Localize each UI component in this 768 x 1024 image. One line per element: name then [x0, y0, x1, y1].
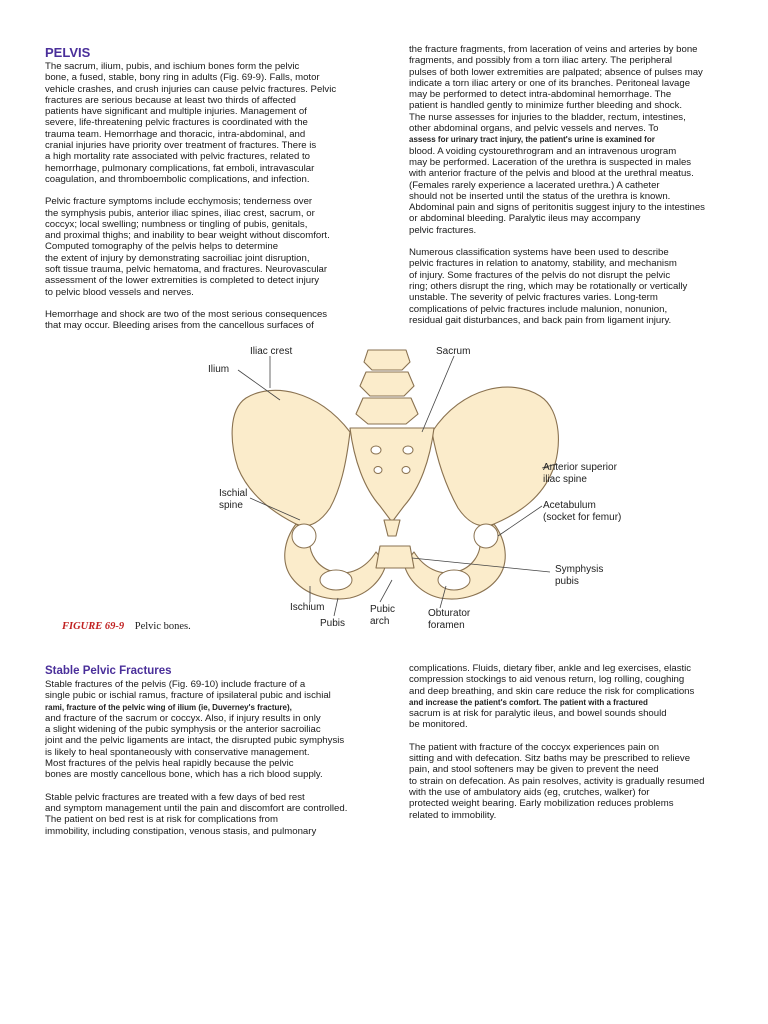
label-line: Acetabulum [543, 500, 596, 511]
text-line: and proximal thighs; and inability to bear weight without discomfort. [45, 230, 330, 242]
label-line: (socket for femur) [543, 511, 622, 523]
text-line: bones are mostly cancellous bone, which has a rich blood supply. [45, 769, 323, 781]
acetabulum-left [292, 524, 316, 548]
text-line: to strain on defecation. As pain resolves, activity is gradually resumed [409, 775, 705, 787]
text-line: rami, fracture of the pelvic wing of ilium (ie, Duverney's fracture), [45, 702, 292, 712]
text-line: joint and the pelvic ligaments are intact, the disrupted pubic symphysis [45, 735, 345, 747]
label-line: arch [370, 615, 390, 627]
text-line: assessment of the lower extremities is completed to detect injury [45, 275, 320, 287]
text-line: and symptom management until the pain and discomfort are controlled. [45, 802, 348, 814]
text-line: Stable pelvic fractures are treated with a few days of bed rest [45, 791, 305, 803]
text-line: patients have significant and multiple injuries. Management of [45, 106, 307, 118]
stable-fractures-section-left [45, 665, 390, 848]
text-line: sitting and with defecation. Sitz baths may be prescribed to relieve [409, 753, 691, 765]
label-line: Pubic [370, 604, 396, 615]
figure-caption-text: Pelvic bones. [134, 621, 191, 632]
sacral-foramen [402, 467, 410, 474]
text-line: ring; others disrupt the ring, which may be rotationally or vertically [409, 280, 688, 292]
text-line: to pelvic blood vessels and nerves. [45, 286, 194, 298]
left-ilium [232, 390, 350, 525]
text-line: pelvic fractures in relation to anatomy, stability, and mechanism [409, 258, 677, 270]
text-line: Stable fractures of the pelvis (Fig. 69-10) include fracture of a [45, 679, 306, 690]
symphysis-joint [376, 546, 414, 568]
label-line: foramen [428, 619, 465, 631]
text-line: The sacrum, ilium, pubis, and ischium bones form the pelvic [45, 61, 300, 72]
obturator-foramen-right [438, 570, 470, 590]
text-line: sacrum is at risk for paralytic ileus, and bowel sounds should [409, 708, 667, 720]
coccyx [384, 520, 400, 536]
lumbar-vertebra [364, 350, 410, 370]
text-line: the fracture fragments, from laceration of veins and arteries by bone [409, 44, 698, 55]
stable-fractures-section-right [409, 663, 729, 832]
label-acetabulum [543, 500, 621, 523]
text-line: bone, a fused, stable, bony ring in adults (Fig. 69-9). Falls, motor [45, 72, 320, 84]
text-line: fragments, and possibly from a torn iliac artery. The peripheral [409, 55, 673, 67]
paragraph [45, 196, 390, 298]
leader-line [334, 598, 338, 616]
pelvis-illustration [200, 340, 650, 640]
text-line: Computed tomography of the pelvis helps to determine [45, 241, 279, 253]
text-line: coccyx; local swelling; numbness or tingling of pubis, genitals, [45, 218, 308, 230]
paragraph [45, 309, 390, 332]
figure-number: FIGURE 69-9 [62, 621, 125, 632]
label-ischium: Ischium [290, 602, 325, 613]
text-line: Pelvic fracture symptoms include ecchymosis; tenderness over [45, 196, 313, 208]
text-line: indicate a torn iliac artery or one of its branches. Peritoneal lavage [409, 77, 691, 89]
label-line: pubis [555, 575, 579, 587]
label-anterior-superior-iliac-spine [543, 462, 617, 485]
text-line: a high mortality rate associated with pelvic fractures, related to [45, 151, 311, 163]
paragraph [45, 792, 390, 837]
label-iliac-crest: Iliac crest [250, 346, 293, 357]
text-line: with the use of ambulatory aids (eg, crutches, walker) for [409, 786, 650, 798]
text-line: patient is handled gently to minimize further bleeding and shock. [409, 100, 683, 112]
label-ilium: Ilium [208, 364, 230, 375]
label-line: spine [219, 499, 243, 511]
text-line: coagulation, and thromboembolic complications, and infection. [45, 173, 310, 185]
leader-line [380, 580, 392, 602]
text-line: Hemorrhage and shock are two of the most serious consequences [45, 308, 328, 320]
text-line: Abdominal pain and signs of peritonitis suggest injury to the intestines [409, 202, 705, 214]
text-line: the symphysis pubis, anterior iliac spines, iliac crest, sacrum, or [45, 207, 315, 219]
label-symphysis-pubis [555, 564, 603, 587]
paragraph [45, 679, 390, 781]
text-line: complications. Fluids, dietary fiber, ankle and leg exercises, elastic [409, 663, 692, 674]
text-line: compression stockings to aid venous return, log rolling, coughing [409, 674, 685, 686]
text-line: pelvic fractures. [409, 224, 477, 236]
label-ischial-spine [219, 488, 247, 511]
label-pubic-arch [370, 604, 395, 627]
text-line: other abdominal organs, and pelvic vessels and nerves. To [409, 123, 659, 135]
text-line: The patient with fracture of the coccyx experiences pain on [409, 741, 660, 753]
text-line: Numerous classification systems have been used to describe [409, 247, 669, 259]
sacral-foramen [374, 467, 382, 474]
text-line: blood. A voiding cystourethrogram and an intravenous urogram [409, 145, 677, 157]
text-line: and deep breathing, and skin care reduce the risk for complications [409, 685, 695, 697]
text-line: Most fractures of the pelvis heal rapidly because the pelvic [45, 758, 294, 770]
obturator-foramen-left [320, 570, 352, 590]
text-line: related to immobility. [409, 809, 497, 821]
text-line: or abdominal bleeding. Paralytic ileus may accompany [409, 213, 641, 225]
label-sacrum: Sacrum [436, 346, 471, 357]
lumbar-vertebra [356, 398, 418, 424]
text-line: assess for urinary tract injury, the patient's urine is examined for [409, 135, 655, 145]
text-line: pain, and stool softeners may be given to prevent the need [409, 764, 659, 776]
text-line: hemorrhage, pulmonary complications, fat emboli, intravascular [45, 162, 315, 174]
label-line: Symphysis [555, 564, 604, 575]
text-line: unstable. The severity of pelvic fractures varies. Long-term [409, 292, 658, 304]
label-line: Obturator [428, 608, 471, 619]
text-line: complications of pelvic fractures include malunion, nonunion, [409, 303, 668, 315]
text-line: a slight widening of the pubic symphysis or the anterior sacroiliac [45, 724, 321, 736]
section-heading-stable-fractures: Stable Pelvic Fractures [45, 665, 172, 677]
figure-caption [62, 621, 191, 632]
text-line: protected weight bearing. Early mobilization reduces problems [409, 798, 674, 810]
text-line: should not be inserted until the status of the urethra is known. [409, 190, 671, 202]
paragraph [409, 742, 729, 821]
paragraph [45, 61, 390, 185]
pelvic-bones-figure [200, 340, 650, 640]
text-line: The nurse assesses for injuries to the bladder, rectum, intestines, [409, 111, 686, 123]
text-line: The patient on bed rest is at risk for complications from [45, 814, 279, 826]
acetabulum-right [474, 524, 498, 548]
text-line: may be performed to detect intra-abdominal hemorrhage. The [409, 89, 672, 101]
sacrum [350, 428, 434, 522]
sacral-foramen [403, 446, 413, 454]
text-line: with anterior fracture of the pelvis and blood at the urethral meatus. [409, 168, 694, 180]
paragraph [409, 247, 729, 326]
text-line: cranial injuries have priority over treatment of fractures. There is [45, 140, 317, 152]
text-line: be monitored. [409, 719, 468, 731]
text-line: severe, life-threatening pelvic fractures is coordinated with the [45, 117, 308, 129]
label-line: iliac spine [543, 473, 587, 485]
text-line: vehicle crashes, and crush injuries can cause pelvic fractures. Pelvic [45, 83, 337, 95]
text-line: and fracture of the sacrum or coccyx. Also, if injury results in only [45, 712, 321, 724]
section-heading-pelvis: PELVIS [45, 45, 91, 60]
text-line: (Females rarely experience a lacerated urethra.) A catheter [409, 179, 660, 191]
text-line: that may occur. Bleeding arises from the cancellous surfaces of [45, 320, 314, 332]
text-line: of injury. Some fractures of the pelvis do not disrupt the pelvic [409, 269, 671, 281]
text-line: fractures are serious because at least two thirds of affected [45, 94, 296, 106]
label-line: Ischial [219, 488, 248, 499]
paragraph [409, 663, 729, 731]
text-line: pulses of both lower extremities are palpated; absence of pulses may [409, 66, 703, 78]
text-line: residual gait disturbances, and back pain from ligament injury. [409, 314, 672, 326]
text-line: is likely to heal spontaneously with conservative management. [45, 746, 310, 758]
label-line: Anterior superior [543, 462, 617, 473]
text-line: the extent of injury by demonstrating sacroiliac joint disruption, [45, 252, 310, 264]
pelvis-section-right [409, 44, 729, 337]
paragraph [409, 44, 729, 236]
pelvis-section-left [45, 46, 390, 343]
text-line: may be performed. Laceration of the urethra is suspected in males [409, 156, 692, 168]
label-obturator-foramen [428, 608, 470, 631]
text-line: soft tissue trauma, pelvic hematoma, and fractures. Neurovascular [45, 264, 328, 276]
text-line: immobility, including constipation, venous stasis, and pulmonary [45, 825, 317, 837]
text-line: and increase the patient's comfort. The patient with a fractured [409, 697, 648, 707]
lumbar-vertebra [360, 372, 414, 396]
right-ilium [432, 387, 558, 526]
text-line: single pubic or ischial ramus, fracture of ipsilateral pubic and ischial [45, 690, 331, 702]
text-line: trauma team. Hemorrhage and thoracic, intra-abdominal, and [45, 128, 306, 140]
sacral-foramen [371, 446, 381, 454]
label-pubis: Pubis [320, 618, 346, 629]
